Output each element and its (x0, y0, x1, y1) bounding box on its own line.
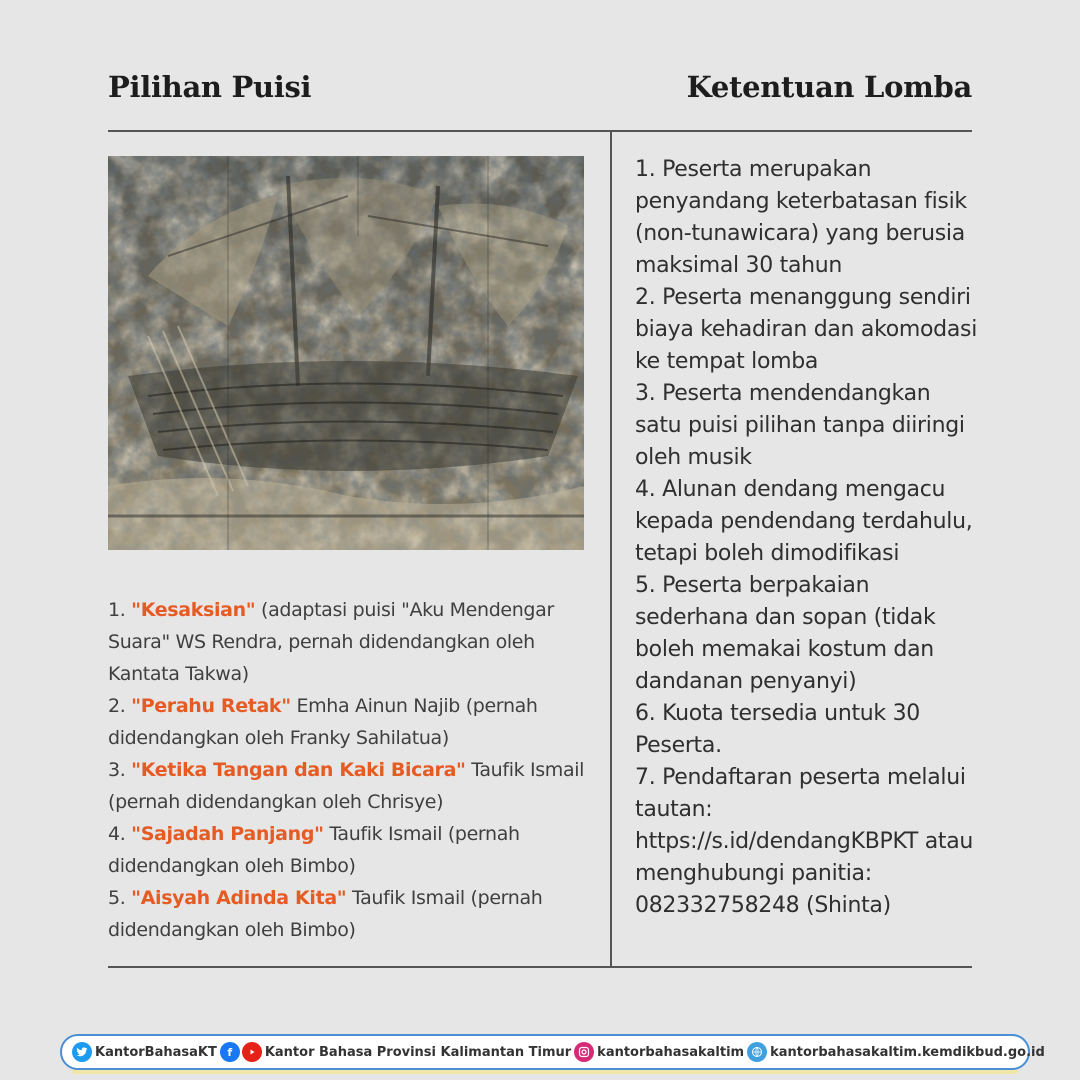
poem-title: "Sajadah Panjang" (131, 823, 324, 845)
instagram-icon[interactable] (574, 1042, 594, 1062)
poem-item: 2. "Perahu Retak" Emha Ainun Najib (pernah didendangkan oleh Franky Sahilatua) (108, 695, 538, 749)
rule-item: 4. Alunan dendang mengacu kepada pendendang terdahulu, tetapi boleh dimodifikasi (635, 477, 973, 566)
bottom-divider (108, 966, 972, 968)
rule-item: 2. Peserta menanggung sendiri biaya kehadiran dan akomodasi ke tempat lomba (635, 285, 978, 374)
poem-title: "Ketika Tangan dan Kaki Bicara" (131, 759, 466, 781)
website-link[interactable]: kantorbahasakaltim.kemdikbud.go.id (770, 1044, 1045, 1060)
poem-title: "Aisyah Adinda Kita" (131, 887, 347, 909)
web-globe-icon[interactable] (747, 1042, 767, 1062)
instagram-handle[interactable]: kantorbahasakaltim (597, 1044, 745, 1060)
top-divider (108, 130, 972, 132)
facebook-icon[interactable]: f (220, 1042, 240, 1062)
rule-item: 1. Peserta merupakan penyandang keterbatasan fisik (non-tunawicara) yang berusia maksimal 30 tahun (635, 157, 967, 278)
ship-relief-image (108, 156, 584, 550)
poem-item: 3. "Ketika Tangan dan Kaki Bicara" Taufik Ismail (pernah didendangkan oleh Chrisye) (108, 759, 585, 813)
rule-item: 5. Peserta berpakaian sederhana dan sopan (tidak boleh memakai kostum dan dandanan penyanyi) (635, 573, 936, 694)
poem-list (108, 594, 598, 946)
rule-item: 6. Kuota tersedia untuk 30 Peserta. (635, 701, 920, 758)
youtube-icon[interactable] (242, 1042, 262, 1062)
social-footer (60, 1034, 1045, 1070)
column-divider (610, 131, 612, 967)
twitter-handle[interactable]: KantorBahasaKT (95, 1044, 217, 1060)
ketentuan-lomba-heading: Ketentuan Lomba (686, 70, 972, 104)
rule-item: 7. Pendaftaran peserta melalui tautan: https://s.id/dendangKBPKT atau menghubungi panitia: 082332758248 (Shinta) (635, 765, 974, 918)
poem-item: 4. "Sajadah Panjang" Taufik Ismail (pernah didendangkan oleh Bimbo) (108, 823, 520, 877)
twitter-icon[interactable] (72, 1042, 92, 1062)
poem-item: 1. "Kesaksian" (adaptasi puisi "Aku Mendengar Suara" WS Rendra, pernah didendangkan oleh Kantata Takwa) (108, 599, 554, 685)
rule-item: 3. Peserta mendendangkan satu puisi pilihan tanpa diiringi oleh musik (635, 381, 965, 470)
poem-item: 5. "Aisyah Adinda Kita" Taufik Ismail (pernah didendangkan oleh Bimbo) (108, 887, 543, 941)
pilihan-puisi-heading: Pilihan Puisi (108, 70, 312, 104)
rules-list (635, 154, 980, 922)
facebook-youtube-name[interactable]: Kantor Bahasa Provinsi Kalimantan Timur (264, 1044, 572, 1060)
poem-title: "Perahu Retak" (131, 695, 291, 717)
poem-title: "Kesaksian" (131, 599, 256, 621)
